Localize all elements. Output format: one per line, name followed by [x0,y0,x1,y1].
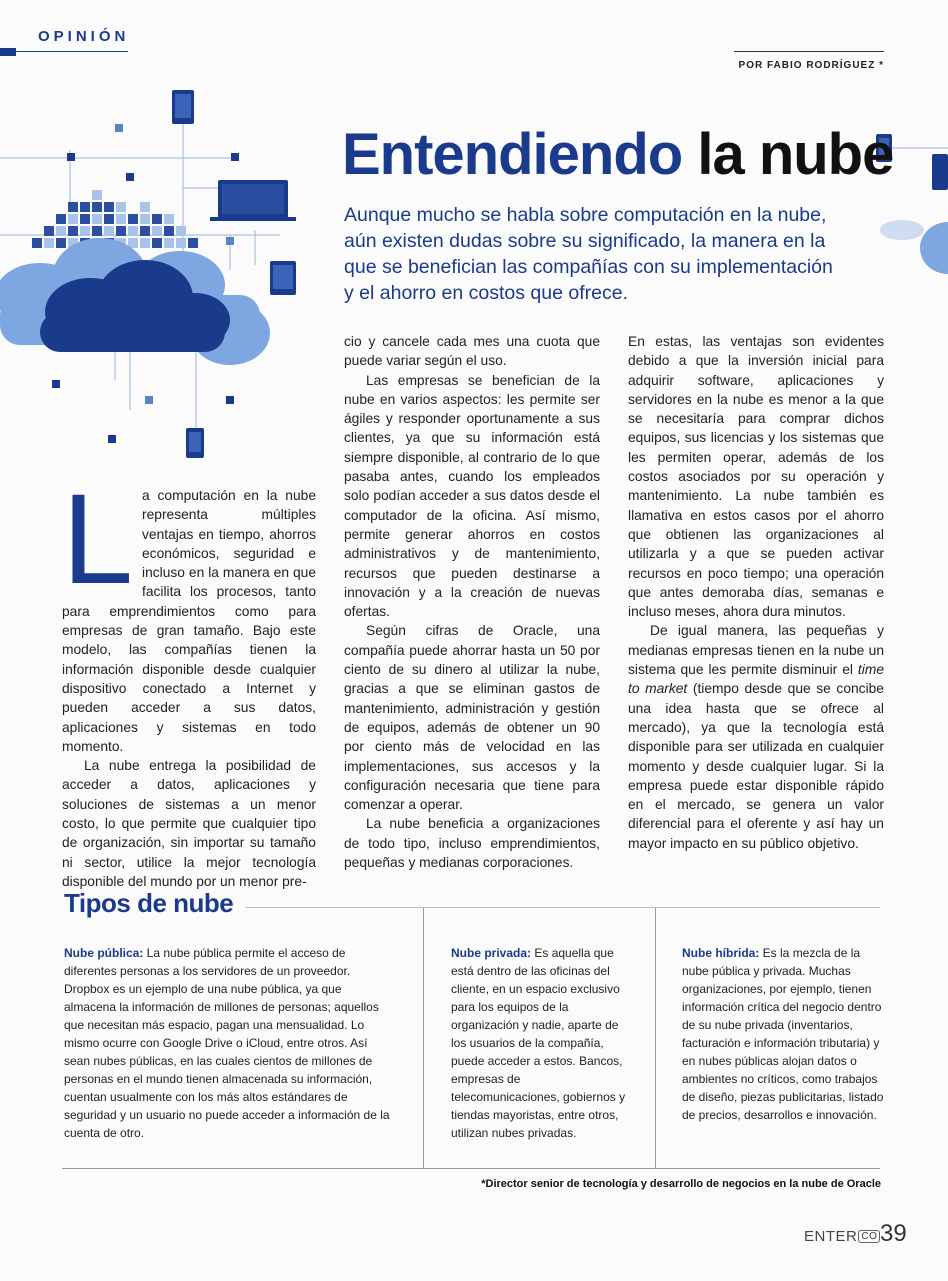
box-label: Nube privada: [451,946,532,960]
box-bottom-rule [62,1168,880,1169]
title-part-2: la nube [697,122,894,187]
author-footnote: *Director senior de tecnología y desarrollo de negocios en la nube de Oracle [481,1178,881,1190]
box-public-cloud [64,944,394,1142]
article-column-1 [62,468,316,891]
page-number: 39 [880,1220,907,1247]
author-rule [734,51,884,52]
paragraph: cio y cancele cada mes una cuota que puede variar según el uso. [344,334,600,369]
box-label: Nube híbrida: [682,946,760,960]
box-title-rule [246,907,880,908]
section-accent-bar [0,48,16,56]
box-private-cloud [451,944,626,1142]
section-rule [16,51,128,52]
box-title: Tipos de nube [64,888,234,918]
article-title [342,120,893,190]
box-divider [655,908,656,1168]
emphasis-term: time to market [628,662,884,697]
text-run: (tiempo desde que se concibe una idea hasta que se ofrece al mercado), ya que la tecnología está disponible para ser utilizada en cualquier momento y desde cualquier lugar. Si la empresa puede estar disponible rápido en el mercado, se genera un valor diferencial para el oferente y así hay un mayor impacto en su público objetivo. [628,681,884,851]
section-label: OPINIÓN [38,28,130,45]
paragraph: Según cifras de Oracle, una compañía puede ahorrar hasta un 50 por ciento de su dinero al utilizar la nube, gracias a que se eliminan gastos de mantenimiento, administración y gestión de equipos, además de obtener un 90 por ciento más de velocidad en las implementaciones, sus accesos y la configuración necesaria que tiene para comenzar a operar. [344,623,600,813]
paragraph: La nube entrega la posibilidad de acceder a datos, aplicaciones y soluciones de sistemas a un menor costo, lo que permite que cualquier tipo de organización, sin importar su tamaño ni sector, utilice la mejor tecnología disponible del mundo por un menor pre- [62,758,316,889]
box-body: Es aquella que está dentro de las oficinas del cliente, en un espacio exclusivo para los equipos de la organización y nadie, aparte de los usuarios de la compañía, puede acceder a estos. Bancos, empresas de telecomunicaciones, gobiernos y tiendas mayoristas, entre otros, utilizan nubes privadas. [451,946,626,1140]
cloud-network-illustration [0,80,320,460]
paragraph: Las empresas se benefician de la nube en varios aspectos: les permite ser ágiles y responder oportunamente a sus clientes, ya que su información está siempre disponible, al contrario de lo que pasaba antes, cuando los empleados solo podían acceder a sus datos desde el computador de la oficina. Así mismo, permite generar ahorros en costos administrativos y de mantenimiento, recursos que pueden destinarse a innovación y a la creación de nuevas ofertas. [344,372,600,620]
box-divider [423,908,424,1168]
paragraph: En estas, las ventajas son evidentes debido a que la inversión inicial para adquirir software, aplicaciones y servidores en la nube es menor a la que se necesitaría para comprar dichos equipos, sus licencias y los sistemas que les permiten operar, además de los costos asociados por su operación y mantenimiento. La nube también es llamativa en estos casos por el ahorro que obtienen las organizaciones al utilizarla y a que se pueden activar recursos en poco tiempo; una operación que antes demoraba días, semanas e incluso meses, ahora dura minutos. [628,334,884,620]
article-subtitle: Aunque mucho se habla sobre computación en la nube, aún existen dudas sobre su significado, la manera en la que se benefician las compañías con su implementación y el ahorro en costos que ofrece. [344,204,833,304]
magazine-brand [804,1228,880,1245]
brand-name: ENTER [804,1228,858,1245]
box-body: La nube pública permite el acceso de diferentes personas a los servidores de un proveedor. Dropbox es un ejemplo de una nube pública, ya que almacena la información de millones de personas; aquellos que necesitan más espacio, pagan una mensualidad. Lo mismo ocurre con Google Drive o iCloud, entre otros. Así sean nubes públicas, en las cuales cientos de millones de personas en el mundo tienen almacenada su información, cuentan usualmente con los más altos estándares de seguridad y un usuario no puede acceder a información de la cuenta de otro. [64,946,390,1140]
paragraph: a computación en la nube representa múltiples ventajas en tiempo, ahorros económicos, seguridad e incluso en la manera en que facilita los procesos, tanto para emprendimientos como para empresas de gran tamaño. Bajo este modelo, las compañías tienen la información disponible desde cualquier dispositivo conectado a Internet y pueden acceder a sus datos, aplicaciones y sistemas en todo momento. [62,488,316,754]
brand-suffix: CO [858,1230,880,1243]
article-column-2 [344,332,600,872]
article-column-3 [628,332,884,853]
paragraph: La nube beneficia a organizaciones de todo tipo, incluso emprendimientos, pequeñas y medianas corporaciones. [344,816,600,871]
box-body: Es la mezcla de la nube pública y privada. Muchas organizaciones, por ejemplo, tienen información crítica del negocio dentro de su nube privada (inventarios, facturación e información tributaria) y en nubes públicas alojan datos o ambientes no críticos, como trabajos de diseño, piezas publicitarias, listado de precios, desarrollos e innovación. [682,946,884,1122]
dropcap: L [62,468,134,611]
author-byline: POR FABIO RODRÍGUEZ * [738,60,884,71]
paragraph [628,621,884,853]
title-part-1: Entendiendo [342,122,683,187]
text-run: De igual manera, las pequeñas y medianas empresas tienen en la nube un sistema que les permite disminuir el [628,623,884,678]
box-label: Nube pública: [64,946,144,960]
box-hybrid-cloud [682,944,887,1124]
